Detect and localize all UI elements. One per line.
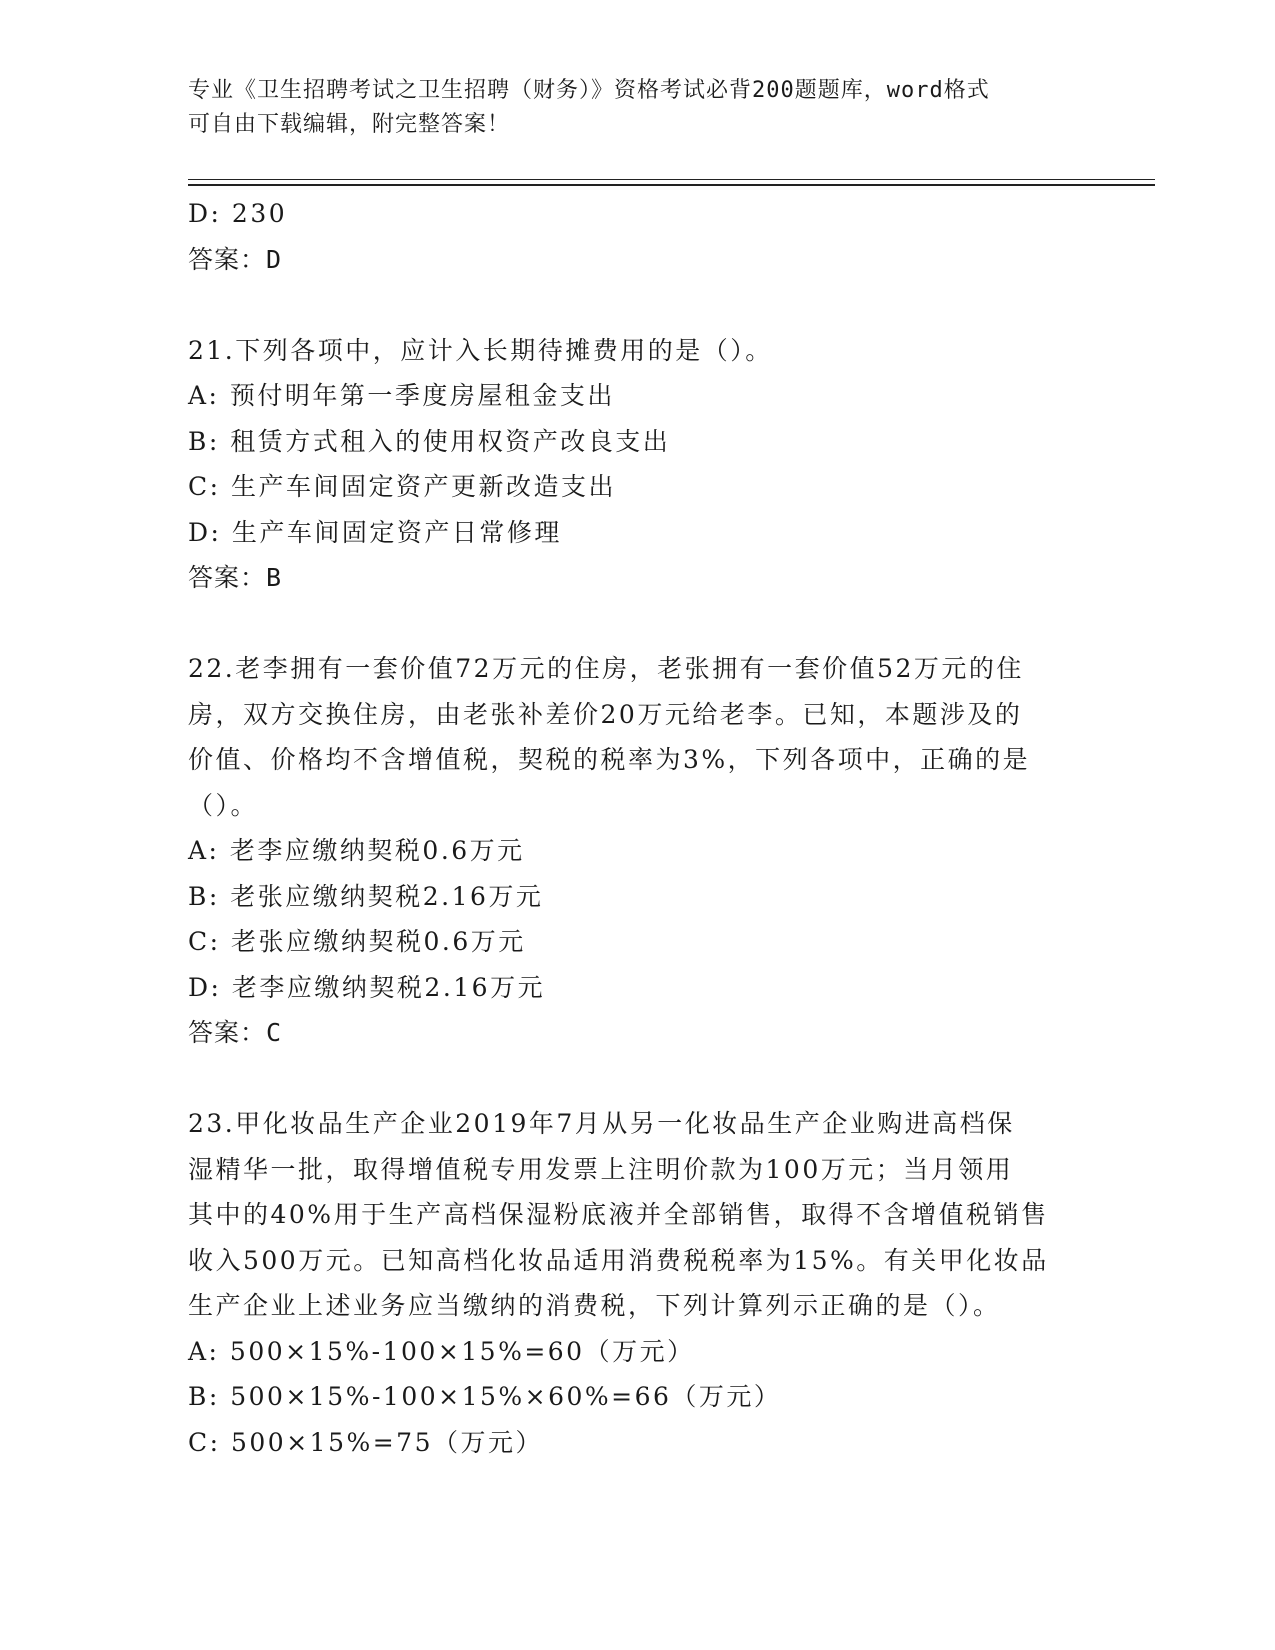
header-divider (188, 179, 1155, 186)
answer: 答案：C (188, 1018, 283, 1047)
header-line-1: 专业《卫生招聘考试之卫生招聘（财务）》资格考试必背200题题库，word格式 (188, 78, 990, 103)
question-stem-line: 收入500万元。已知高档化妆品适用消费税税率为15%。有关甲化妆品 (188, 1245, 1049, 1275)
document-body (188, 191, 1088, 1465)
option-a: A: 500×15%-100×15%=60（万元） (188, 1336, 695, 1366)
spacer (188, 1056, 1088, 1102)
option-c: C: 500×15%=75（万元） (188, 1427, 543, 1457)
document-header (188, 74, 1088, 142)
answer: 答案：B (188, 563, 283, 592)
question-stem-line: （）。 (188, 790, 259, 820)
option-a: A: 老李应缴纳契税0.6万元 (188, 836, 525, 865)
option-c: C: 老张应缴纳契税0.6万元 (188, 927, 526, 956)
question-stem-line: 其中的40%用于生产高档保湿粉底液并全部销售，取得不含增值税销售 (188, 1200, 1049, 1229)
header-line-2: 可自由下载编辑，附完整答案！ (188, 112, 511, 137)
option-d: D: 老李应缴纳契税2.16万元 (188, 972, 546, 1002)
question-stem-line: 21.下列各项中，应计入长期待摊费用的是（）。 (188, 335, 773, 365)
question-stem-line: 生产企业上述业务应当缴纳的消费税，下列计算列示正确的是（）。 (188, 1291, 1001, 1320)
question-stem-line: 价值、价格均不含增值税，契税的税率为3%，下列各项中，正确的是 (188, 745, 1031, 774)
answer-previous: 答案：D (188, 244, 283, 274)
question-22 (188, 646, 1088, 1056)
option-b: B: 500×15%-100×15%×60%=66（万元） (188, 1382, 782, 1411)
option-b: B: 租赁方式租入的使用权资产改良支出 (188, 426, 671, 456)
question-21 (188, 328, 1088, 601)
option-d: D: 生产车间固定资产日常修理 (188, 517, 562, 547)
option-c: C: 生产车间固定资产更新改造支出 (188, 472, 616, 501)
option-d-previous: D: 230 (188, 199, 288, 228)
question-stem-line: 23.甲化妆品生产企业2019年7月从另一化妆品生产企业购进高档保 (188, 1109, 1015, 1138)
question-stem-line: 房，双方交换住房，由老张补差价20万元给老李。已知，本题涉及的 (188, 699, 1023, 729)
question-23 (188, 1101, 1088, 1465)
option-b: B: 老张应缴纳契税2.16万元 (188, 881, 544, 911)
option-a: A: 预付明年第一季度房屋租金支出 (188, 381, 615, 410)
question-stem-line: 22.老李拥有一套价值72万元的住房，老张拥有一套价值52万元的住 (188, 654, 1024, 683)
spacer (188, 601, 1088, 647)
question-stem-line: 湿精华一批，取得增值税专用发票上注明价款为100万元；当月领用 (188, 1154, 1014, 1184)
spacer (188, 282, 1088, 328)
